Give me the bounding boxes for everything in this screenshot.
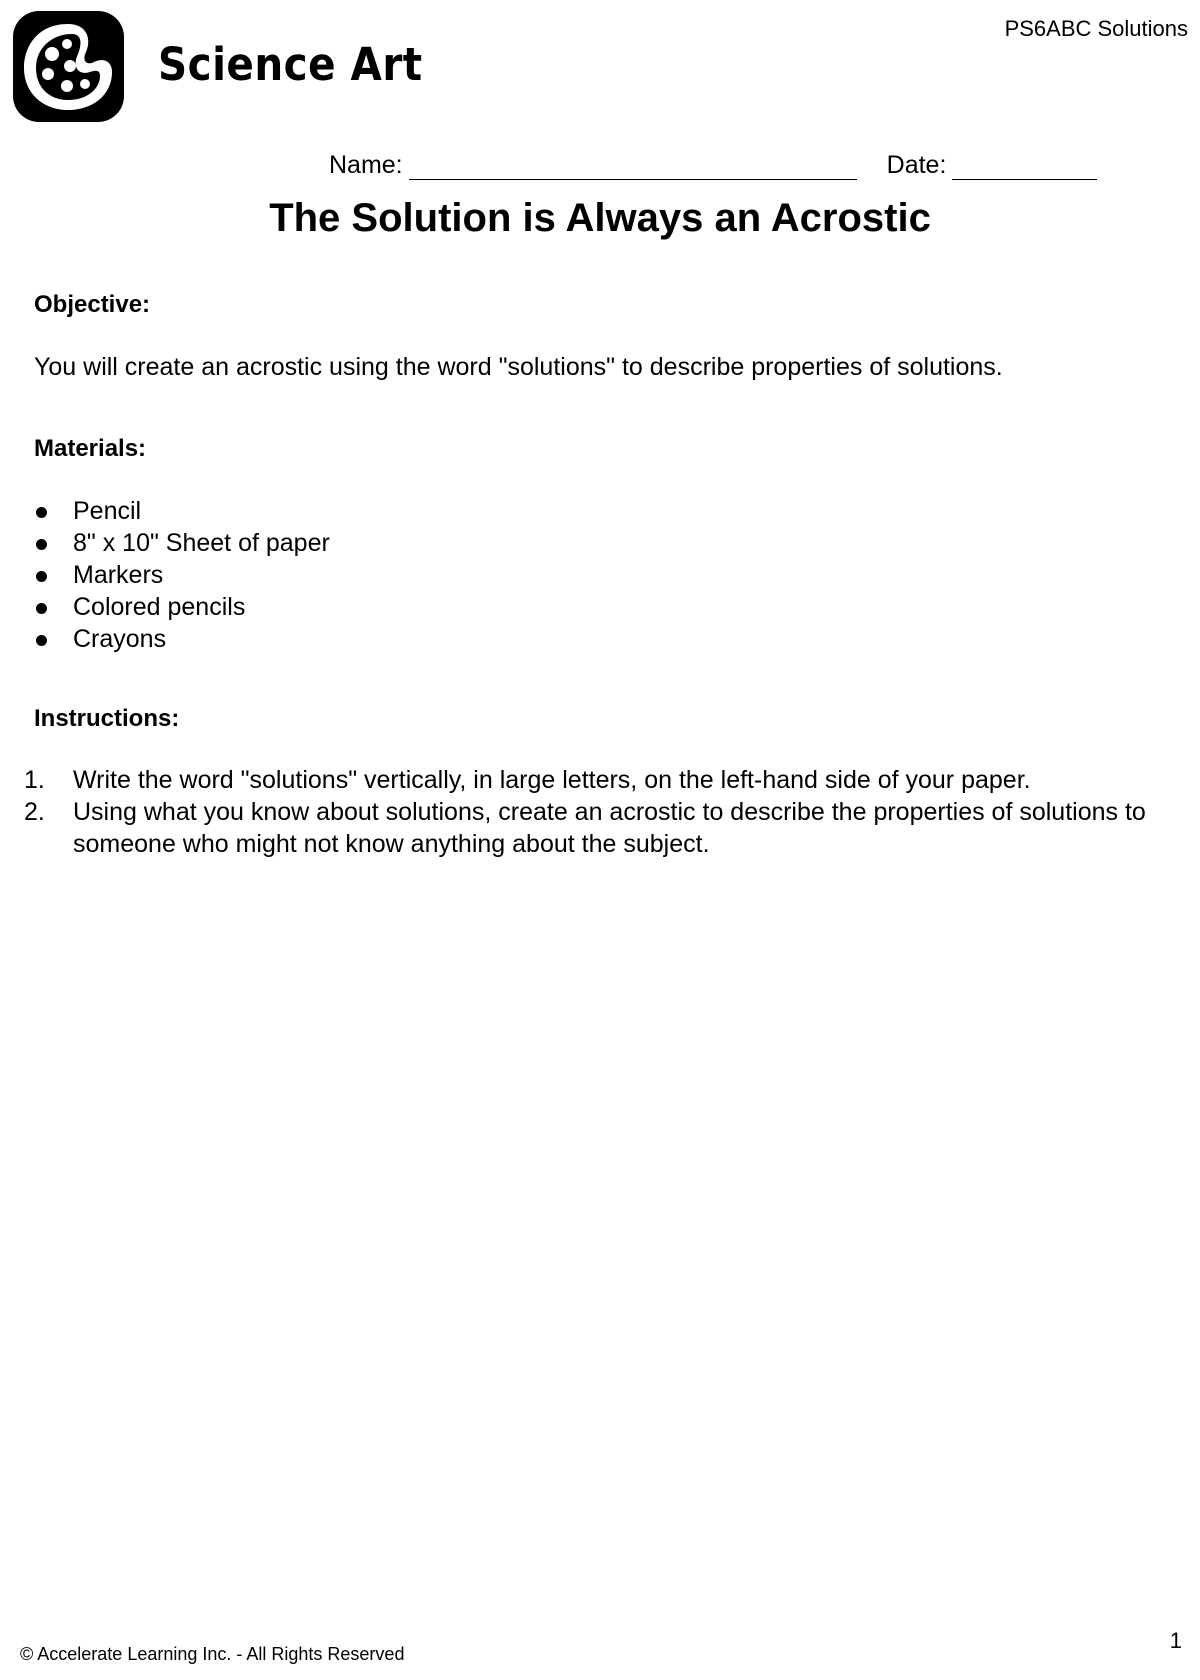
instructions-heading: Instructions: <box>34 705 180 732</box>
bullet-icon <box>36 603 47 614</box>
list-item: 8" x 10" Sheet of paper <box>34 527 330 559</box>
objective-heading: Objective: <box>34 291 151 318</box>
step-text: Write the word "solutions" vertically, in large letters, on the left-hand side of your paper. <box>73 766 1031 794</box>
list-item: Pencil <box>34 495 330 527</box>
bullet-icon <box>36 635 47 646</box>
bullet-icon <box>36 571 47 582</box>
copyright-notice: © Accelerate Learning Inc. - All Rights Reserved <box>20 1644 405 1664</box>
step-text: Using what you know about solutions, create an acrostic to describe the properties of solutions to someone who might not know anything about the subject. <box>73 798 1146 858</box>
list-item <box>24 764 1174 796</box>
page-title: The Solution is Always an Acrostic <box>269 196 931 240</box>
materials-heading: Materials: <box>34 435 147 462</box>
date-label: Date: <box>886 151 947 179</box>
instructions-list <box>24 764 1174 860</box>
brand-title: Science Art <box>158 38 423 91</box>
name-field[interactable] <box>409 153 857 180</box>
list-item: Colored pencils <box>34 591 330 623</box>
document-code: PS6ABC Solutions <box>1004 16 1188 41</box>
name-label: Name: <box>329 151 403 179</box>
list-item: Markers <box>34 559 330 591</box>
date-field[interactable] <box>952 153 1097 180</box>
materials-list <box>34 495 330 655</box>
bullet-icon <box>36 539 47 550</box>
objective-text: You will create an acrostic using the word "solutions" to describe properties of solutions. <box>34 353 1003 381</box>
list-item: Crayons <box>34 623 330 655</box>
bullet-icon <box>36 507 47 518</box>
name-date-fields <box>329 151 1097 180</box>
list-item <box>24 796 1174 860</box>
page-number: 1 <box>1169 1628 1182 1653</box>
step-number: 1. <box>24 766 45 794</box>
step-number: 2. <box>24 798 45 826</box>
paint-palette-icon <box>12 10 125 123</box>
